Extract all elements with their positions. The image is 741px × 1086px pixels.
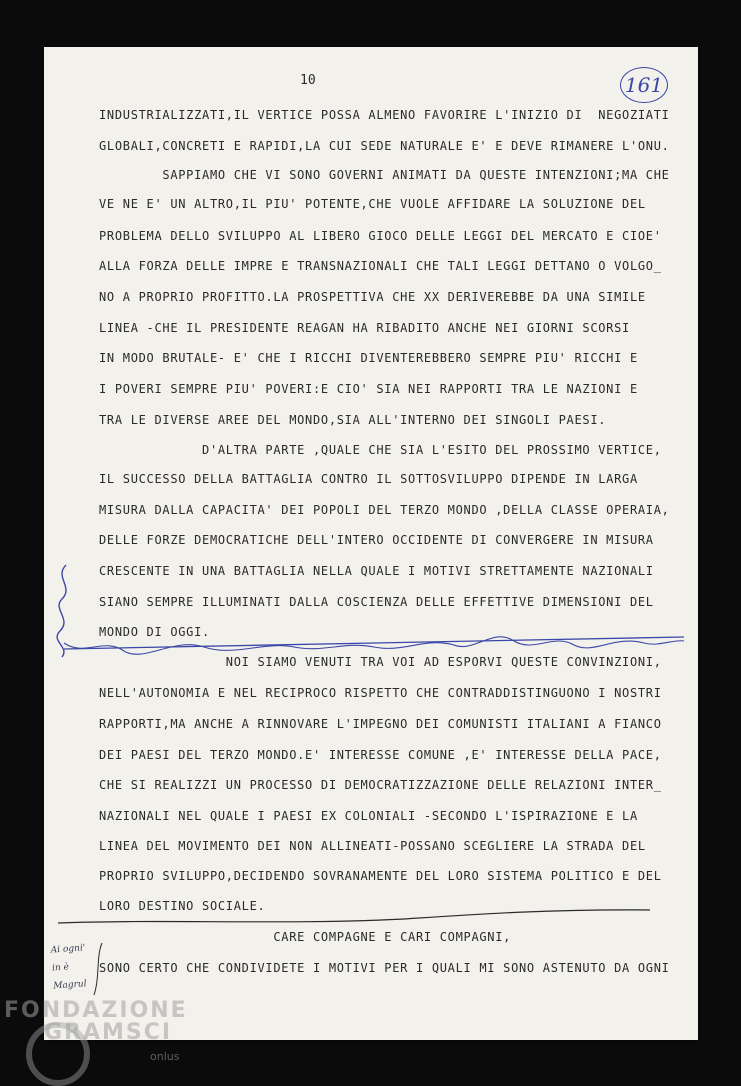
text-line: I POVERI SEMPRE PIU' POVERI:E CIO' SIA NEI RAPPORTI TRA LE NAZIONI E (99, 382, 638, 396)
text-line: D'ALTRA PARTE ,QUALE CHE SIA L'ESITO DEL PROSSIMO VERTICE, (99, 443, 662, 457)
text-line: LINEA DEL MOVIMENTO DEI NON ALLINEATI-POSSANO SCEGLIERE LA STRADA DEL (99, 839, 646, 853)
margin-note-line: Ai ogni' (50, 943, 86, 956)
text-line: LINEA -CHE IL PRESIDENTE REAGAN HA RIBADITO ANCHE NEI GIORNI SCORSI (99, 321, 630, 335)
text-line: MONDO DI OGGI. (99, 625, 210, 639)
text-line: PROPRIO SVILUPPO,DECIDENDO SOVRANAMENTE DEL LORO SISTEMA POLITICO E DEL (99, 869, 662, 883)
text-line: INDUSTRIALIZZATI,IL VERTICE POSSA ALMENO FAVORIRE L'INIZIO DI NEGOZIATI (99, 108, 670, 122)
text-line: CHE SI REALIZZI UN PROCESSO DI DEMOCRATIZZAZIONE DELLE RELAZIONI INTER_ (99, 778, 662, 792)
text-line: TRA LE DIVERSE AREE DEL MONDO,SIA ALL'INTERNO DEI SINGOLI PAESI. (99, 413, 607, 427)
foundation-watermark (4, 998, 204, 1078)
page-number: 10 (300, 73, 316, 88)
text-line: SIANO SEMPRE ILLUMINATI DALLA COSCIENZA DELLE EFFETTIVE DIMENSIONI DEL (99, 595, 654, 609)
text-line: DELLE FORZE DEMOCRATICHE DELL'INTERO OCCIDENTE DI CONVERGERE IN MISURA (99, 533, 654, 547)
text-line: RAPPORTI,MA ANCHE A RINNOVARE L'IMPEGNO DEI COMUNISTI ITALIANI A FIANCO (99, 717, 662, 731)
document-page (44, 47, 698, 1040)
text-line: IN MODO BRUTALE- E' CHE I RICCHI DIVENTEREBBERO SEMPRE PIU' RICCHI E (99, 351, 638, 365)
text-line: SAPPIAMO CHE VI SONO GOVERNI ANIMATI DA QUESTE INTENZIONI;MA CHE (99, 168, 670, 182)
text-line: SONO CERTO CHE CONDIVIDETE I MOTIVI PER I QUALI MI SONO ASTENUTO DA OGNI (99, 961, 670, 975)
text-line: IL SUCCESSO DELLA BATTAGLIA CONTRO IL SOTTOSVILUPPO DIPENDE IN LARGA (99, 472, 638, 486)
black-separator-line (58, 910, 650, 923)
watermark-line1: FONDAZIONE (4, 998, 188, 1023)
watermark-line3: onlus (150, 1050, 180, 1063)
archive-number-stamp: 161 (620, 67, 668, 103)
watermark-line2: GRAMSCI (44, 1020, 173, 1045)
text-line: DEI PAESI DEL TERZO MONDO.E' INTERESSE COMUNE ,E' INTERESSE DELLA PACE, (99, 748, 662, 762)
text-line: NOI SIAMO VENUTI TRA VOI AD ESPORVI QUESTE CONVINZIONI, (99, 655, 662, 669)
text-line: GLOBALI,CONCRETI E RAPIDI,LA CUI SEDE NATURALE E' E DEVE RIMANERE L'ONU. (99, 139, 670, 153)
text-line: CARE COMPAGNE E CARI COMPAGNI, (99, 930, 512, 944)
margin-note-line: Magrul (52, 979, 87, 992)
text-line: PROBLEMA DELLO SVILUPPO AL LIBERO GIOCO DELLE LEGGI DEL MERCATO E CIOE' (99, 229, 662, 243)
margin-handwritten-note (50, 939, 98, 996)
handwritten-annotations (44, 47, 698, 1040)
margin-note-line: in è (51, 962, 70, 974)
text-line: MISURA DALLA CAPACITA' DEI POPOLI DEL TERZO MONDO ,DELLA CLASSE OPERAIA, (99, 503, 670, 517)
text-line: NELL'AUTONOMIA E NEL RECIPROCO RISPETTO CHE CONTRADDISTINGUONO I NOSTRI (99, 686, 662, 700)
text-line: VE NE E' UN ALTRO,IL PIU' POTENTE,CHE VUOLE AFFIDARE LA SOLUZIONE DEL (99, 197, 646, 211)
text-line: LORO DESTINO SOCIALE. (99, 899, 266, 913)
text-line: NO A PROPRIO PROFITTO.LA PROSPETTIVA CHE XX DERIVEREBBE DA UNA SIMILE (99, 290, 646, 304)
text-line: NAZIONALI NEL QUALE I PAESI EX COLONIALI -SECONDO L'ISPIRAZIONE E LA (99, 809, 638, 823)
text-line: CRESCENTE IN UNA BATTAGLIA NELLA QUALE I MOTIVI STRETTAMENTE NAZIONALI (99, 564, 654, 578)
text-line: ALLA FORZA DELLE IMPRE E TRANSNAZIONALI CHE TALI LEGGI DETTANO O VOLGO_ (99, 259, 662, 273)
